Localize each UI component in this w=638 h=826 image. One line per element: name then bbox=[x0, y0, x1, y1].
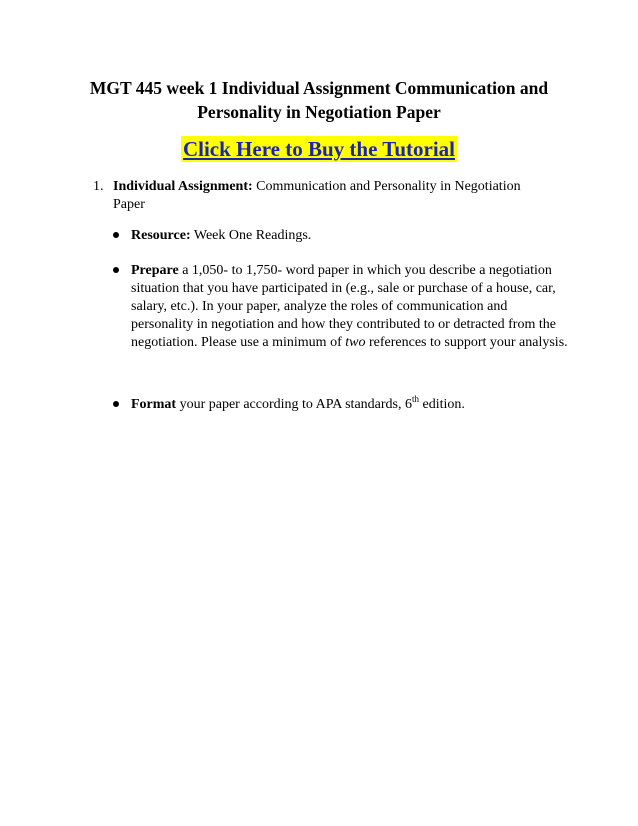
bullet-text-end: references to support your analysis. bbox=[368, 335, 568, 350]
assignment-item bbox=[113, 178, 553, 214]
buy-tutorial-link[interactable]: Click Here to Buy the Tutorial bbox=[182, 137, 456, 161]
bullet-prepare bbox=[131, 262, 571, 352]
document-title: MGT 445 week 1 Individual Assignment Communication and Personality in Negotiation Paper bbox=[89, 78, 549, 122]
bullet-lead: Format bbox=[131, 397, 177, 412]
assignment-text: Communication and Personality in Negotiation Paper bbox=[113, 179, 521, 212]
bullet-italic: two bbox=[345, 335, 366, 350]
bullet-text: your paper according to APA standards, 6 bbox=[179, 397, 412, 412]
bullet-icon bbox=[113, 396, 121, 414]
bullet-icon bbox=[113, 227, 121, 245]
bullet-text: Week One Readings. bbox=[193, 228, 312, 243]
assignment-number: 1. bbox=[93, 179, 104, 194]
tutorial-link-container bbox=[0, 136, 638, 162]
bullet-lead: Resource: bbox=[131, 228, 191, 243]
bullet-text-end: edition. bbox=[422, 397, 465, 412]
bullet-format bbox=[131, 396, 571, 414]
bullet-resource bbox=[131, 227, 571, 245]
superscript: th bbox=[411, 394, 419, 404]
bullet-icon bbox=[113, 262, 121, 280]
bullet-lead: Prepare bbox=[131, 263, 179, 278]
assignment-heading: Individual Assignment: bbox=[113, 179, 253, 194]
bullet-text: a 1,050- to 1,750- word paper in which you describe a negotiation situation that you have participated in (e.g., sale or purchase of a house, car, salary, etc.). In your paper, analyze the roles of communication and personality in negotiation and how they contributed to or detracted from the negotiation. Please use a minimum of bbox=[131, 263, 556, 350]
